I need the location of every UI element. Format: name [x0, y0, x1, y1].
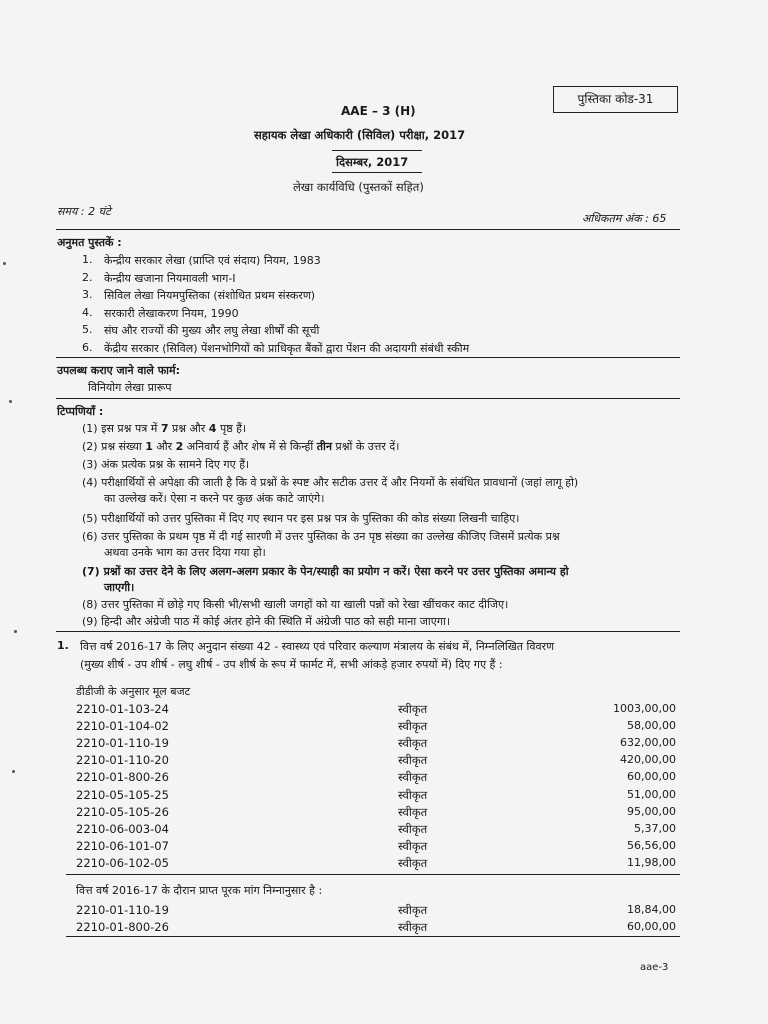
- forms-heading: उपलब्ध कराए जाने वाले फार्म:: [57, 364, 180, 377]
- book-number: 3.: [82, 288, 93, 301]
- notes-heading: टिप्पणियाँ :: [57, 405, 104, 418]
- supplementary-heading: वित्त वर्ष 2016-17 के दौरान प्राप्त पूरक मांग निम्नानुसार है :: [76, 884, 323, 897]
- supplementary-rule: [66, 936, 680, 937]
- amount: 420,00,00: [620, 753, 676, 767]
- scan-mark: [14, 630, 17, 633]
- notes-rule: [56, 631, 680, 632]
- budget-rule: [66, 874, 680, 875]
- question-number: 1.: [57, 639, 69, 652]
- book-title: सरकारी लेखाकरण नियम, 1990: [104, 306, 239, 320]
- note-item: (3) अंक प्रत्येक प्रश्न के सामने दिए गए हैं।: [82, 458, 250, 471]
- book-title: केन्द्रीय सरकार लेखा (प्राप्ति एवं संदाय) नियम, 1983: [104, 254, 321, 267]
- head-of-account: 2210-01-110-19: [76, 736, 169, 751]
- table-row: [76, 736, 676, 753]
- amount: 95,00,00: [627, 804, 676, 818]
- amount: 58,00,00: [627, 719, 676, 733]
- amount: 60,00,00: [627, 920, 676, 933]
- amount: 51,00,00: [627, 787, 676, 801]
- head-of-account: 2210-01-104-02: [76, 719, 169, 734]
- scan-mark: [3, 262, 6, 265]
- head-of-account: 2210-06-101-07: [76, 838, 169, 853]
- table-row: [76, 788, 676, 805]
- date-rule-bottom: [332, 172, 422, 173]
- charge-type: स्वीकृत: [398, 804, 428, 819]
- charge-type: स्वीकृत: [398, 719, 428, 734]
- amount: 632,00,00: [620, 736, 676, 750]
- head-of-account: 2210-05-105-26: [76, 804, 169, 819]
- forms-item: विनियोग लेखा प्रारूप: [88, 381, 172, 394]
- charge-type: स्वीकृत: [398, 855, 428, 870]
- amount: 11,98,00: [627, 855, 676, 869]
- table-row: [76, 770, 676, 787]
- note-item: (9) हिन्दी और अंग्रेजी पाठ में कोई अंतर होने की स्थिति में अंग्रेजी पाठ को सही माना जाएगा।: [82, 615, 451, 628]
- table-row: [76, 856, 676, 873]
- note-item-continuation: का उल्लेख करें। ऐसा न करने पर कुछ अंक काटे जाएंगे।: [104, 492, 325, 505]
- head-of-account: 2210-01-800-26: [76, 920, 169, 934]
- forms-rule: [56, 398, 680, 399]
- table-row: [76, 702, 676, 719]
- paper-name: लेखा कार्यविधि (पुस्तकों सहित): [293, 180, 424, 194]
- head-of-account: 2210-01-800-26: [76, 770, 169, 785]
- head-of-account: 2210-06-003-04: [76, 821, 169, 836]
- charge-type: स्वीकृत: [398, 787, 428, 802]
- page-code-footer: aae-3: [640, 962, 669, 973]
- book-number: 6.: [82, 340, 93, 354]
- book-title: केंद्रीय सरकार (सिविल) पेंशनभोगियों को प्राधिकृत बैंकों द्वारा पेंशन की अदायगी संबंधी स्कीम: [104, 341, 470, 355]
- charge-type: स्वीकृत: [398, 920, 428, 934]
- head-of-account: 2210-01-103-24: [76, 702, 169, 716]
- table-row: [76, 753, 676, 770]
- note-item: (2) प्रश्न संख्या 1 और 2 अनिवार्य हैं और शेष में से किन्हीं तीन प्रश्नों के उत्तर दें।: [82, 440, 400, 453]
- head-of-account: 2210-05-105-25: [76, 787, 169, 802]
- amount: 56,56,00: [627, 838, 676, 852]
- budget-heading: डीडीजी के अनुसार मूल बजट: [76, 685, 191, 698]
- date-rule-top: [332, 150, 422, 151]
- note-item-continuation: जाएगी।: [104, 581, 135, 594]
- time-allowed: समय : 2 घंटे: [57, 205, 111, 218]
- charge-type: स्वीकृत: [398, 702, 428, 716]
- note-item-continuation: अथवा उनके भाग का उत्तर दिया गया हो।: [104, 546, 266, 559]
- max-marks: अधिकतम अंक : 65: [582, 212, 667, 225]
- table-row: [76, 903, 676, 920]
- exam-date: दिसम्बर, 2017: [336, 155, 409, 169]
- table-row: [76, 805, 676, 822]
- question-text-line1: वित्त वर्ष 2016-17 के लिए अनुदान संख्या 42 - स्वास्थ्य एवं परिवार कल्याण मंत्रालय के संबंध में, निम्नलिखित विवरण: [80, 640, 555, 653]
- table-row: [76, 719, 676, 736]
- exam-title: सहायक लेखा अधिकारी (सिविल) परीक्षा, 2017: [254, 128, 466, 142]
- head-of-account: 2210-06-102-05: [76, 855, 169, 870]
- amount: 18,84,00: [627, 903, 676, 916]
- book-number: 4.: [82, 305, 93, 319]
- note-item: (5) परीक्षार्थियों को उत्तर पुस्तिका में दिए गए स्थान पर इस प्रश्न पत्र के पुस्तिका की कोड संख्या लिखनी चाहिए।: [82, 512, 520, 525]
- note-item: (4) परीक्षार्थियों से अपेक्षा की जाती है कि वे प्रश्नों के स्पष्ट और सटीक उत्तर दें और नियमों के संबंधित प्रावधानों (जहां लागू हो): [82, 476, 579, 489]
- amount: 5,37,00: [634, 821, 676, 835]
- book-title: केन्द्रीय खजाना नियमावली भाग-I: [104, 271, 236, 285]
- head-of-account: 2210-01-110-20: [76, 753, 169, 768]
- note-item: (7) प्रश्नों का उत्तर देने के लिए अलग-अलग प्रकार के पेन/स्याही का प्रयोग न करें। ऐसा करने पर उत्तर पुस्तिका अमान्य हो: [82, 565, 569, 578]
- table-row: [76, 822, 676, 839]
- table-row: [76, 920, 676, 937]
- books-rule: [56, 357, 680, 358]
- note-item: (8) उत्तर पुस्तिका में छोड़े गए किसी भी/सभी खाली जगहों को या खाली पन्नों को रेखा खींचकर काट दीजिए।: [82, 598, 509, 611]
- head-of-account: 2210-01-110-19: [76, 903, 169, 917]
- note-item: (1) इस प्रश्न पत्र में 7 प्रश्न और 4 पृष्ठ हैं।: [82, 422, 247, 435]
- charge-type: स्वीकृत: [398, 753, 428, 768]
- book-number: 5.: [82, 323, 93, 336]
- table-row: [76, 839, 676, 856]
- booklet-code-box: पुस्तिका कोड-31: [553, 86, 678, 113]
- charge-type: स्वीकृत: [398, 821, 428, 836]
- charge-type: स्वीकृत: [398, 903, 428, 917]
- question-text-line2: (मुख्य शीर्ष - उप शीर्ष - लघु शीर्ष - उप शीर्ष के रूप में फार्मट में, सभी आंकड़े हजार रुपयों में) दिए गए हैं :: [80, 658, 503, 671]
- books-heading: अनुमत पुस्तकें :: [57, 236, 122, 249]
- book-number: 2.: [82, 270, 93, 284]
- charge-type: स्वीकृत: [398, 770, 428, 785]
- paper-code: AAE – 3 (H): [341, 104, 416, 118]
- charge-type: स्वीकृत: [398, 736, 428, 751]
- book-number: 1.: [82, 253, 93, 266]
- scan-mark: [12, 770, 15, 773]
- scan-mark: [9, 400, 12, 403]
- note-item: (6) उत्तर पुस्तिका के प्रथम पृष्ठ में दी गई सारणी में उत्तर पुस्तिका के उन पृष्ठ संख्या का उल्लेख कीजिए जिसमें प्रत्येक प्रश्न: [82, 530, 560, 543]
- amount: 1003,00,00: [613, 702, 676, 715]
- header-rule: [56, 229, 680, 230]
- book-title: सिविल लेखा नियमपुस्तिका (संशोधित प्रथम संस्करण): [104, 289, 316, 302]
- charge-type: स्वीकृत: [398, 838, 428, 853]
- amount: 60,00,00: [627, 770, 676, 784]
- book-title: संघ और राज्यों की मुख्य और लघु लेखा शीर्षों की सूची: [104, 324, 320, 337]
